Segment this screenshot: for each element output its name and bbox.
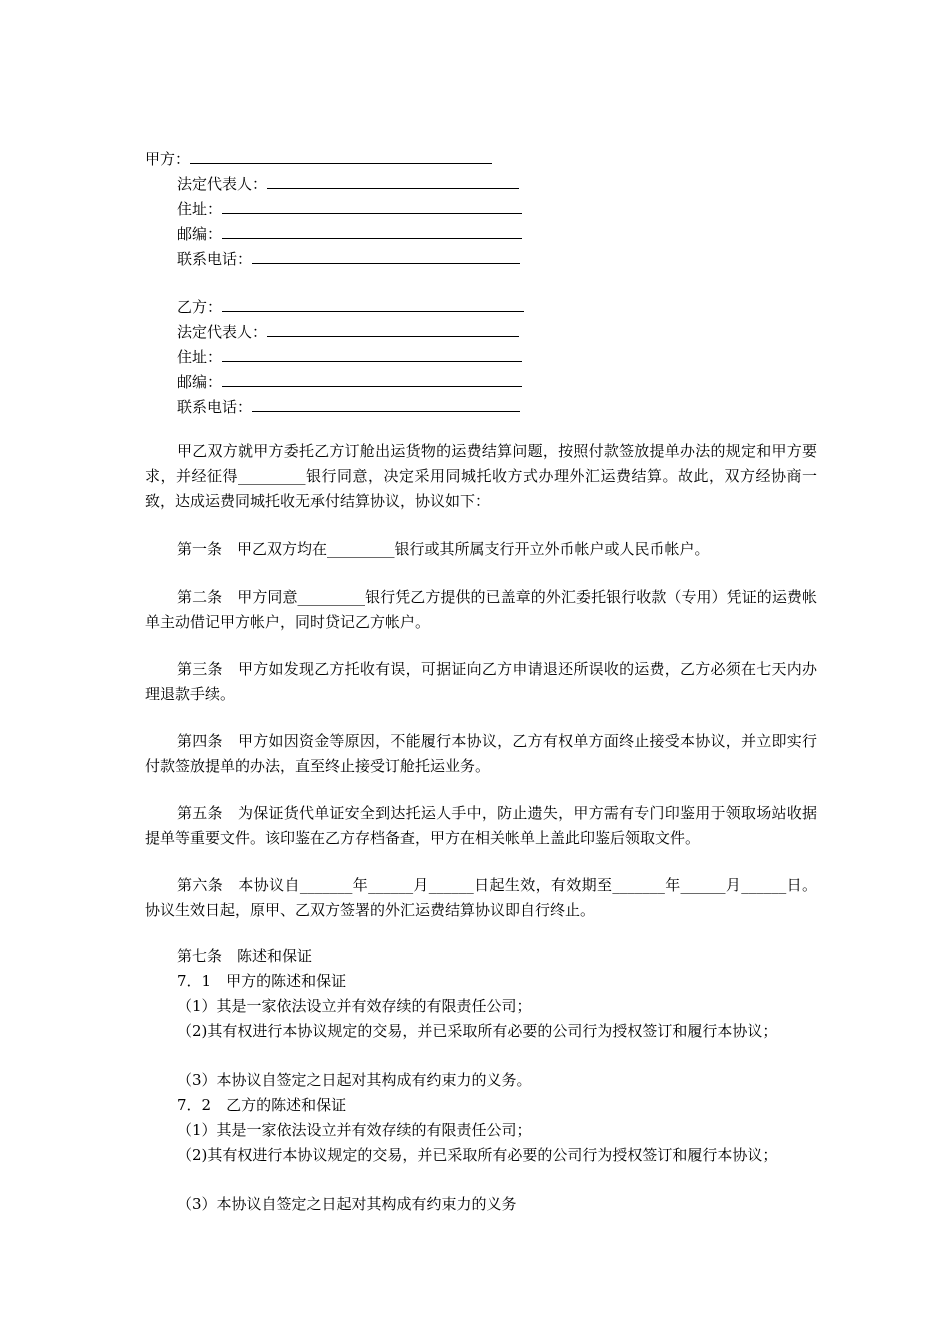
article-6: 第六条 本协议自_______年______月______日起生效，有效期至_______年______月______日。协议生效日起，原甲、乙双方签署的外汇运费结算协议即自行终止。	[145, 876, 817, 919]
party-b-phone-blank[interactable]	[252, 397, 520, 412]
section-7-1-title: 7．1 甲方的陈述和保证	[177, 972, 347, 990]
section-7-1-item-1: （1）其是一家依法设立并有效存续的有限责任公司；	[177, 997, 532, 1015]
intro-text-1: 甲乙双方就甲方委托乙方订舱出运货物的运费结算问题，按照付款签放提单办法的规定和甲方要求，并经征得	[145, 442, 817, 485]
section-7-2-item-3: （3）本协议自签定之日起对其构成有约束力的义务	[177, 1195, 517, 1213]
party-b-postcode-blank[interactable]	[222, 372, 522, 387]
party-a-postcode-label: 邮编：	[177, 225, 223, 243]
article-1-bank-blank[interactable]: _________	[327, 540, 395, 558]
party-a-phone-blank[interactable]	[252, 249, 520, 264]
party-a-postcode-line	[177, 223, 522, 245]
party-b-rep-blank[interactable]	[267, 322, 519, 337]
article-4: 第四条 甲方如因资金等原因，不能履行本协议，乙方有权单方面终止接受本协议，并立即实行付款签放提单的办法，直至终止接受订舱托运业务。	[145, 732, 817, 775]
party-a-postcode-blank[interactable]	[222, 224, 522, 239]
article-2-bank-blank[interactable]: _________	[297, 588, 366, 606]
section-7-1-item-2: （2)其有权进行本协议规定的交易，并已采取所有必要的公司行为授权签订和履行本协议；	[177, 1022, 778, 1040]
party-a-rep-line	[177, 173, 519, 195]
party-a-name-label: 甲方：	[145, 150, 191, 168]
party-b-name-blank[interactable]	[222, 297, 524, 312]
section-7-2-title: 7．2 乙方的陈述和保证	[177, 1096, 347, 1114]
article-5: 第五条 为保证货代单证安全到达托运人手中，防止遗失，甲方需有专门印鉴用于领取场站收据提单等重要文件。该印鉴在乙方存档备查，甲方在相关帐单上盖此印鉴后领取文件。	[145, 804, 817, 847]
party-a-name-line	[145, 148, 492, 170]
party-b-phone-label: 联系电话：	[177, 398, 253, 416]
article-2-tail: 银行凭乙方提供的已盖章的外汇委托银行收款（专用）凭证的运费帐单主动借记甲方帐户，同时贷记乙方帐户。	[145, 588, 817, 631]
article-1-tail: 银行或其所属支行开立外币帐户或人民币帐户。	[394, 540, 710, 558]
party-b-address-blank[interactable]	[222, 347, 522, 362]
party-b-phone-line	[177, 396, 520, 418]
article-1-head: 第一条 甲乙双方均在	[177, 540, 328, 558]
party-b-postcode-line	[177, 371, 522, 393]
article-7-title: 第七条 陈述和保证	[177, 947, 313, 965]
article-1	[145, 537, 817, 562]
article-2	[145, 585, 817, 635]
party-a-rep-label: 法定代表人：	[177, 175, 268, 193]
party-b-name-line	[177, 296, 524, 318]
party-a-address-label: 住址：	[177, 200, 223, 218]
party-b-address-line	[177, 346, 522, 368]
party-a-address-blank[interactable]	[222, 199, 522, 214]
article-3: 第三条 甲方如发现乙方托收有误，可据证向乙方申请退还所误收的运费，乙方必须在七天内办理退款手续。	[145, 660, 817, 703]
party-b-postcode-label: 邮编：	[177, 373, 223, 391]
party-b-rep-line	[177, 321, 519, 343]
party-a-phone-line	[177, 248, 520, 270]
party-a-address-line	[177, 198, 522, 220]
party-a-phone-label: 联系电话：	[177, 250, 253, 268]
section-7-2-item-1: （1）其是一家依法设立并有效存续的有限责任公司；	[177, 1121, 532, 1139]
section-7-1-item-3: （3）本协议自签定之日起对其构成有约束力的义务。	[177, 1071, 532, 1089]
intro-bank-blank[interactable]: _________	[238, 467, 306, 485]
section-7-2-item-2: （2)其有权进行本协议规定的交易，并已采取所有必要的公司行为授权签订和履行本协议；	[177, 1146, 778, 1164]
intro-paragraph	[145, 439, 817, 514]
party-a-rep-blank[interactable]	[267, 174, 519, 189]
intro-text-2: 银行同意，决定采用同城托收方式办理外汇运费结算。故此，双方经协商一致，达成运费同城托收无承付结算协议，协议如下：	[145, 467, 817, 510]
party-b-rep-label: 法定代表人：	[177, 323, 268, 341]
party-b-name-label: 乙方：	[177, 298, 223, 316]
article-2-head: 第二条 甲方同意	[177, 588, 298, 606]
party-b-address-label: 住址：	[177, 348, 223, 366]
party-a-name-blank[interactable]	[190, 149, 492, 164]
